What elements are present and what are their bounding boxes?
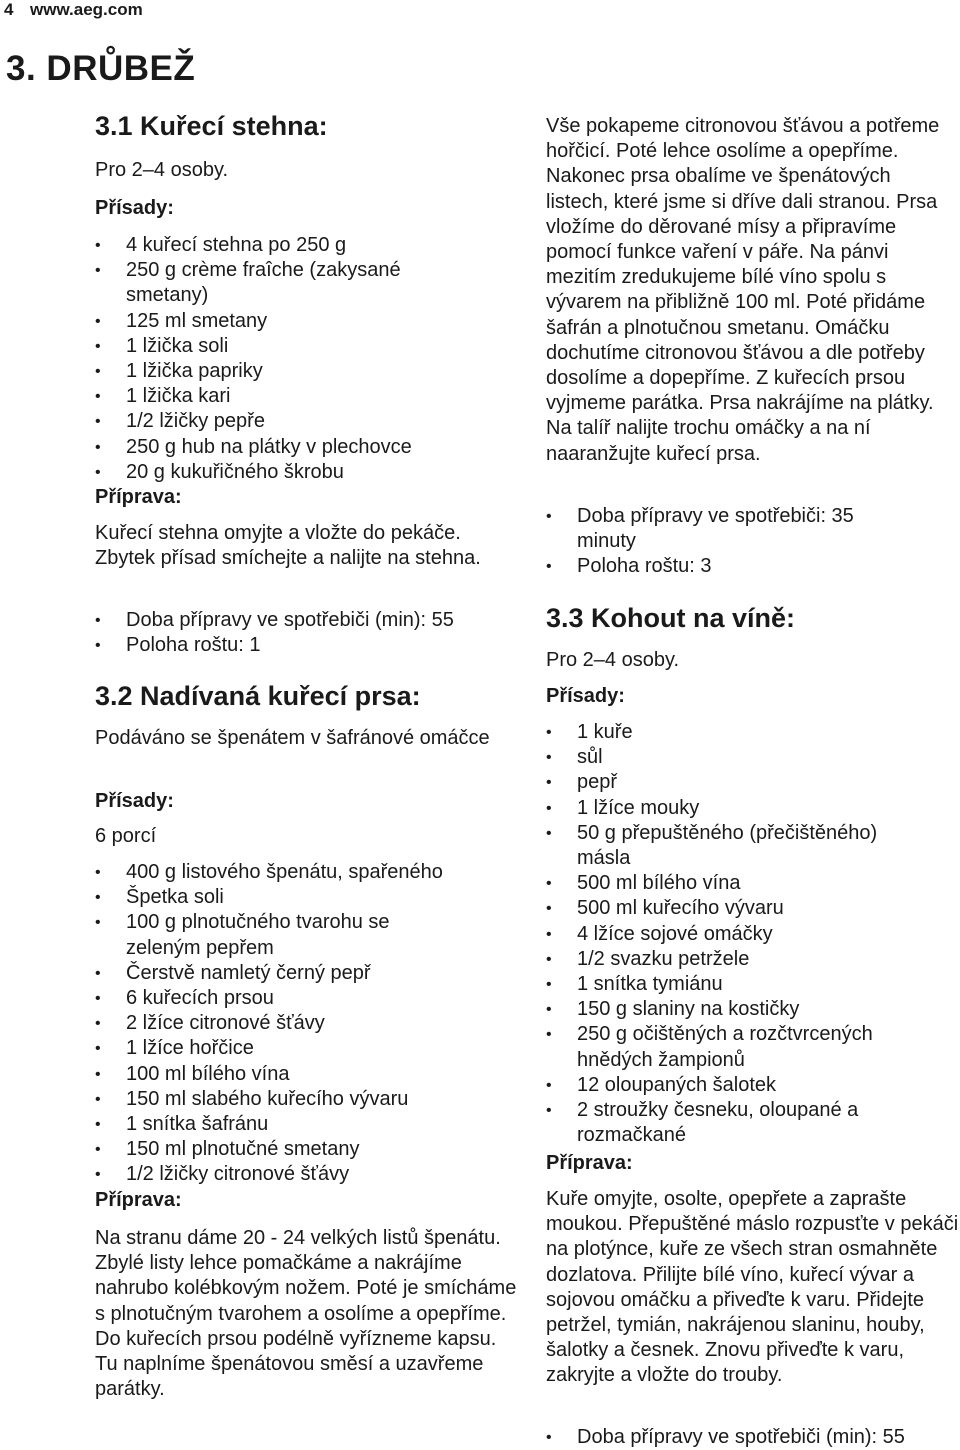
- ingredients-label: Přísady:: [546, 685, 625, 707]
- list-item: • 2 lžíce citronové šťávy: [95, 1011, 465, 1036]
- list-item: • 250 g očištěných a rozčtvrcených hnědých žampionů: [546, 1022, 926, 1072]
- list-item: • 100 ml bílého vína: [95, 1062, 465, 1087]
- list-item: • Doba přípravy ve spotřebiči (min): 55: [95, 608, 535, 633]
- page-number: 4: [4, 0, 14, 19]
- list-item: • 4 lžíce sojové omáčky: [546, 922, 926, 947]
- list-item: • 150 ml slabého kuřecího vývaru: [95, 1087, 465, 1112]
- serves-text: Pro 2–4 osoby.: [546, 649, 680, 671]
- list-item: • 150 ml plnotučné smetany: [95, 1137, 465, 1162]
- list-item: • 250 g crème fraîche (zakysané smetany): [95, 258, 465, 308]
- list-item: • Poloha roštu: 1: [95, 633, 535, 658]
- list-item: • Poloha roštu: 3: [546, 554, 906, 579]
- list-item: • 50 g přepuštěného (přečištěného) másla: [546, 821, 926, 871]
- preparation-label: Příprava:: [95, 486, 182, 508]
- list-item: • 6 kuřecích prsou: [95, 986, 465, 1011]
- list-item: • Doba přípravy ve spotřebiči (min): 55: [546, 1425, 960, 1450]
- ingredients-list: [95, 860, 465, 1188]
- list-item: • 1 lžička soli: [95, 334, 465, 359]
- list-item: • 100 g plnotučného tvarohu se zeleným pepřem: [95, 910, 465, 960]
- preparation-text: Na stranu dáme 20 - 24 velkých listů špenátu. Zbylé listy lehce pomačkáme a nakrájíme nahrubo kolébkovým nožem. Poté je smícháme s plnotučným tvarohem a osolíme a opepříme. Do kuřecích prsou podélně vyřízneme kapsu. Tu naplníme špenátovou směsí a uzavřeme parátky.: [95, 1227, 517, 1401]
- chapter-title: 3. DRŮBEŽ: [6, 49, 196, 88]
- list-item: • 1 snítka tymiánu: [546, 972, 926, 997]
- preparation-label: Příprava:: [546, 1152, 633, 1174]
- list-item: • 1 lžíce mouky: [546, 796, 926, 821]
- subtitle-text: Podáváno se špenátem v šafránové omáčce: [95, 727, 490, 749]
- serves-text: Pro 2–4 osoby.: [95, 159, 229, 181]
- ingredients-label: Přísady:: [95, 197, 174, 219]
- list-item: • 1 lžíce hořčice: [95, 1036, 465, 1061]
- cooking-info-list: [546, 504, 906, 580]
- portions-text: 6 porcí: [95, 825, 157, 847]
- list-item: • 500 ml bílého vína: [546, 871, 926, 896]
- list-item: • 1/2 svazku petržele: [546, 947, 926, 972]
- preparation-text: Kuřecí stehna omyjte a vložte do pekáče. Zbytek přísad smíchejte a nalijte na stehna.: [95, 522, 481, 570]
- cooking-info-list: [95, 608, 535, 658]
- list-item: • 12 oloupaných šalotek: [546, 1073, 926, 1098]
- list-item: • 2 stroužky česneku, oloupané a rozmačkané: [546, 1098, 926, 1148]
- list-item: • 250 g hub na plátky v plechovce: [95, 435, 465, 460]
- section-title-3-3: 3.3 Kohout na víně:: [546, 603, 796, 633]
- preparation-label: Příprava:: [95, 1189, 182, 1211]
- list-item: • 1 kuře: [546, 720, 926, 745]
- list-item: • 150 g slaniny na kostičky: [546, 997, 926, 1022]
- list-item: • 1/2 lžičky pepře: [95, 409, 465, 434]
- list-item: • 20 g kukuřičného škrobu: [95, 460, 465, 485]
- list-item: • 1 snítka šafránu: [95, 1112, 465, 1137]
- ingredients-list: [546, 720, 926, 1148]
- list-item: • sůl: [546, 745, 926, 770]
- preparation-text-continued: Vše pokapeme citronovou šťávou a potřeme hořčicí. Poté lehce osolíme a opepříme. Nakonec prsa obalíme ve špenátových listech, které jsme si dříve dali stranou. Prsa vložíme do děrované mísy a připravíme pomocí funkce vaření v páře. Na pánvi mezitím zredukujeme bílé víno spolu s vývarem na přibližně 100 ml. Poté přidáme šafrán a plnotučnou smetanu. Omáčku dochutíme citronovou šťávou a dle potřeby dosolíme a dopepříme. Z kuřecích prsou vyjmeme parátka. Prsa nakrájíme na plátky. Na talíř nalijte trochu omáčky a na ní naaranžujte kuřecí prsa.: [546, 115, 940, 465]
- ingredients-list: [95, 233, 465, 485]
- list-item: • Čerstvě namletý černý pepř: [95, 961, 465, 986]
- list-item: • 125 ml smetany: [95, 309, 465, 334]
- list-item: • 400 g listového špenátu, spařeného: [95, 860, 465, 885]
- website-url: www.aeg.com: [30, 0, 143, 19]
- list-item: • 500 ml kuřecího vývaru: [546, 896, 926, 921]
- list-item: • Doba přípravy ve spotřebiči: 35 minuty: [546, 504, 906, 554]
- ingredients-label: Přísady:: [95, 790, 174, 812]
- section-title-3-2: 3.2 Nadívaná kuřecí prsa:: [95, 681, 421, 711]
- cooking-info-list: [546, 1425, 960, 1450]
- section-title-3-1: 3.1 Kuřecí stehna:: [95, 111, 328, 141]
- preparation-text: Kuře omyjte, osolte, opepřete a zaprašte moukou. Přepuštěné máslo rozpusťte v pekáči na plotýnce, kuře ze všech stran osmahněte dozlatova. Přilijte bílé víno, kuřecí vývar a sojovou omáčku a přiveďte k varu. Přidejte petržel, tymián, nakrájenou slaninu, houby, šalotky a česnek. Znovu přiveďte k varu, zakryjte a vložte do trouby.: [546, 1188, 959, 1387]
- list-item: • pepř: [546, 770, 926, 795]
- list-item: • 4 kuřecí stehna po 250 g: [95, 233, 465, 258]
- list-item: • Špetka soli: [95, 885, 465, 910]
- list-item: • 1/2 lžičky citronové šťávy: [95, 1162, 465, 1187]
- list-item: • 1 lžička papriky: [95, 359, 465, 384]
- page-header: [4, 0, 143, 20]
- list-item: • 1 lžička kari: [95, 384, 465, 409]
